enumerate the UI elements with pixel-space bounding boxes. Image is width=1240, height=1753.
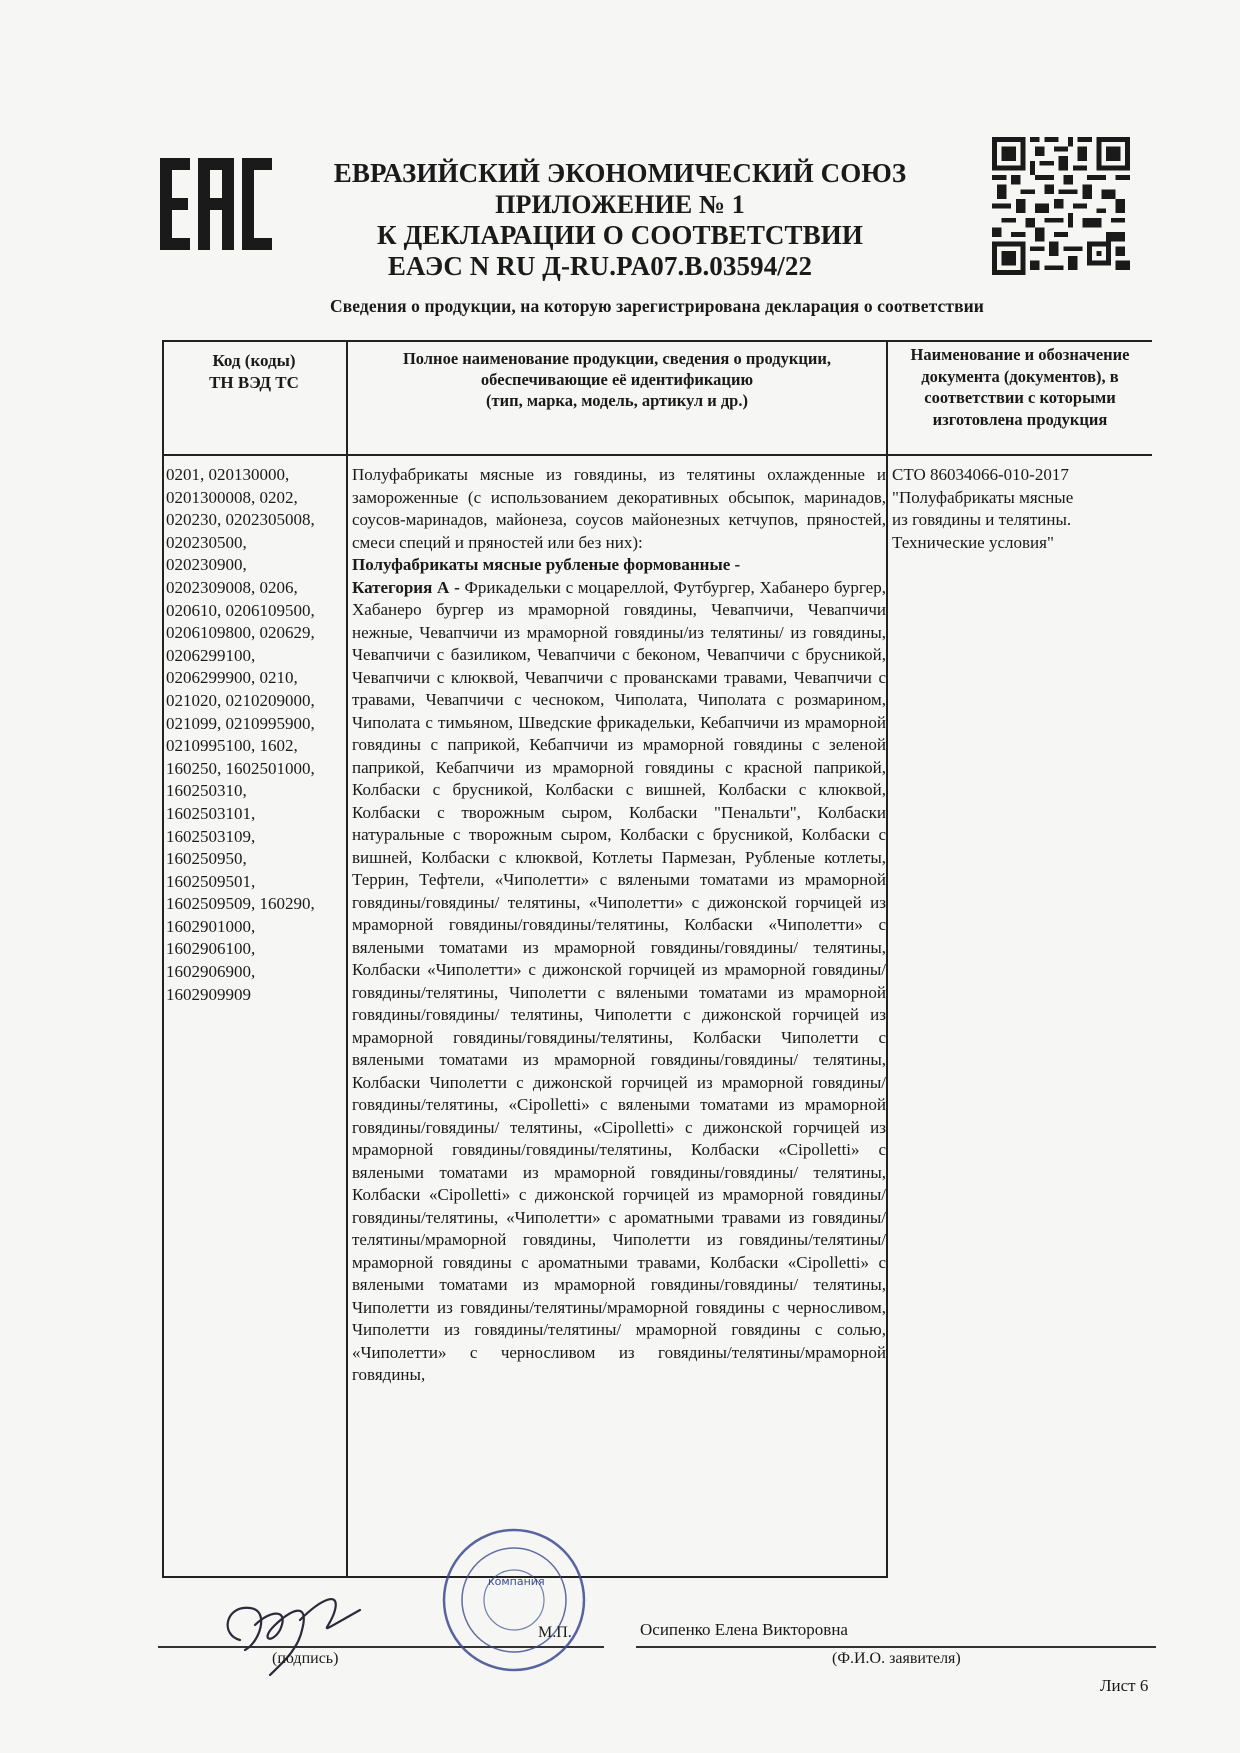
stamp-icon xyxy=(404,1525,624,1675)
eac-logo xyxy=(160,158,272,250)
code-line: 0206299900, 0210, xyxy=(166,668,298,688)
code-line: 0206109800, 020629, xyxy=(166,623,315,643)
code-line: 0202309008, 0206, xyxy=(166,577,298,597)
code-line: 021099, 0210995900, xyxy=(166,713,315,733)
qr-code xyxy=(992,135,1130,277)
code-line: 160250, 1602501000, xyxy=(166,758,315,778)
applicant-name-line xyxy=(636,1646,1156,1648)
column-header-product xyxy=(348,348,886,411)
code-line: 020230500, xyxy=(166,532,247,552)
document-subtitle: Сведения о продукции, на которую зарегистрирована декларация о соответствии xyxy=(329,296,984,316)
document-line: из говядины и телятины. xyxy=(892,510,1072,529)
code-line: 160250310, xyxy=(166,781,247,801)
table-left-border xyxy=(162,340,164,1578)
cell-codes xyxy=(166,464,344,1006)
column-header-code-text: Код (коды) ТН ВЭД ТС xyxy=(209,351,299,392)
table-top-border xyxy=(162,340,1152,342)
cell-standard-document xyxy=(892,464,1150,554)
header-declaration-number: ЕАЭС N RU Д-RU.PA07.B.03594/22 xyxy=(387,251,813,281)
code-line: 020610, 0206109500, xyxy=(166,600,315,620)
code-line: 021020, 0210209000, xyxy=(166,690,315,710)
code-line: 0201, 020130000, xyxy=(166,465,290,484)
code-line: 1602503101, xyxy=(166,803,256,823)
code-line: 1602906100, xyxy=(166,939,256,959)
stamp-text: компания xyxy=(488,1575,545,1588)
code-line: 020230900, xyxy=(166,555,247,575)
table-col-divider-1 xyxy=(346,340,348,1578)
signature-caption: (подпись) xyxy=(272,1650,339,1667)
eac-logo-icon xyxy=(160,158,272,250)
table-header-border xyxy=(162,454,1152,456)
code-line: 1602906900, xyxy=(166,962,256,982)
table-col-divider-2 xyxy=(886,340,888,1578)
header-appendix: ПРИЛОЖЕНИЕ № 1 xyxy=(495,190,745,219)
code-line: 0210995100, 1602, xyxy=(166,736,298,756)
cell-product-description xyxy=(352,464,886,1387)
document-header xyxy=(300,158,940,282)
document-line: "Полуфабрикаты мясные xyxy=(892,487,1074,507)
sheet-number: Лист 6 xyxy=(1100,1676,1149,1695)
product-table xyxy=(162,340,1152,1578)
header-declaration: К ДЕКЛАРАЦИИ О СООТВЕТСТВИИ xyxy=(377,220,863,250)
code-line: 160250950, xyxy=(166,849,247,869)
column-header-document-text: Наименование и обозначение документа (документов), в соответствии с которыми изготовлена продукция xyxy=(910,345,1130,429)
code-line: 0201300008, 0202, xyxy=(166,487,298,507)
document-line: СТО 86034066-010-2017 xyxy=(892,465,1069,484)
product-items: Фрикадельки с моцареллой, Футбургер, Хабанеро бургер, Хабанеро бургер из мраморной говядины, Чевапчичи, Чевапчичи нежные, Чевапчичи из мраморной говядины/из телятины/ из говядины, Чевапчичи с базиликом, Чевапчичи с беконом, Чевапчичи с брусникой, Чевапчичи с клюквой, Чевапчичи с провансками травами, Чевапчичи с травами, Чевапчичи с чесноком, Чиполата, Чиполата с розмарином, Чиполата с тимьяном, Шведские фрикадельки, Кебапчичи из мраморной говядины с паприкой, Кебапчичи из мраморной говядины с зеленой паприкой, Кебапчичи из мраморной говядины с красной паприкой, Колбаски с брусникой, Колбаски с вишней, Колбаски с клюквой, Колбаски с творожным сыром, Колбаски "Пенальти", Колбаски натуральные с творожным сыром, Колбаски с брусникой, Колбаски с вишней, Колбаски с клюквой, Котлеты Пармезан, Рубленые котлеты, Террин, Тефтели, «Чиполетти» с вялеными томатами из мраморной говядины/говядины/ телятины, «Чиполетти» с дижонской горчицей из мраморной говядины/говядины/телятины, Колбаски «Чиполетти» с вялеными томатами из мраморной говядины/говядины/ телятины, Колбаски «Чиполетти» с дижонской горчицей из мраморной говядины/говядины/телятины, Чиполетти с вялеными томатами из мраморной говядины/говядины/ телятины, Чиполетти с дижонской горчицей из мраморной говядины/говядины/телятины, Колбаски Чиполетти с вялеными томатами из мраморной говядины/говядины/ телятины, Колбаски Чиполетти с дижонской горчицей из мраморной говядины/говядины/телятины, «Cipolletti» с вялеными томатами из мраморной говядины/говядины/ телятины, «Cipolletti» с дижонской горчицей из мраморной говядины/говядины/телятины, Колбаски «Cipolletti» с вялеными томатами из мраморной говядины/говядины/ телятины, Колбаски «Cipolletti» с дижонской горчицей из мраморной говядины/говядины/телятины, «Чиполетти» с ароматными травами из говядины/телятины/мраморной говядины, Чиполетти из говядины/телятины/мраморной говядины с ароматными травами, Колбаски «Cipolletti» с вялеными томатами из мраморной говядины/говядины/ телятины, Чиполетти из говядины/телятины/мраморной говядины с черносливом, Чиполетти из говядины/телятины/ мраморной говядины с солью, «Чиполетти» с черносливом из говядины/телятины/мраморной говядины, xyxy=(352,577,886,1384)
header-union: ЕВРАЗИЙСКИЙ ЭКОНОМИЧЕСКИЙ СОЮЗ xyxy=(333,158,907,188)
applicant-caption: (Ф.И.О. заявителя) xyxy=(832,1650,961,1667)
product-intro: Полуфабрикаты мясные из говядины, из телятины охлажденные и замороженные (с использованием декоративных обсыпок, маринадов, соусов-маринадов, майонеза, соусов майонезных кетчупов, пряностей, смеси специй и пряностей или без них): xyxy=(352,465,886,552)
document-line: Технические условия" xyxy=(892,532,1054,552)
product-category: Категория А - xyxy=(352,577,460,597)
qr-code-icon xyxy=(992,135,1130,277)
column-header-document xyxy=(888,344,1152,430)
code-line: 020230, 0202305008, xyxy=(166,510,315,530)
code-line: 1602503109, xyxy=(166,826,256,846)
code-line: 0206299100, xyxy=(166,645,256,665)
code-line: 1602509509, 160290, xyxy=(166,894,315,914)
code-line: 1602509501, xyxy=(166,871,256,891)
column-header-product-text: Полное наименование продукции, сведения о продукции, обеспечивающие её идентификацию (тип, марка, модель, артикул и др.) xyxy=(402,349,832,410)
stamp-mark: М.П. xyxy=(538,1624,572,1641)
product-group: Полуфабрикаты мясные рубленые формованные - xyxy=(352,555,741,574)
code-line: 1602909909 xyxy=(166,984,251,1004)
applicant-name: Осипенко Елена Викторовна xyxy=(640,1620,848,1639)
column-header-code xyxy=(162,350,346,394)
company-stamp xyxy=(404,1525,624,1675)
code-line: 1602901000, xyxy=(166,916,256,936)
